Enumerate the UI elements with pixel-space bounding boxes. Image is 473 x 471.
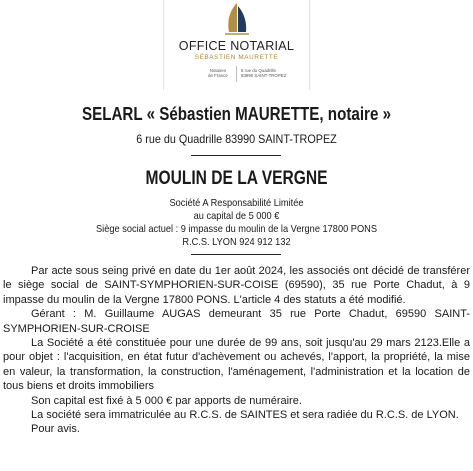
notary-heading: SELARL « Sébastien MAURETTE, notaire » xyxy=(81,103,392,124)
divider xyxy=(191,254,281,255)
notice-paragraph: La Société a été constituée pour une durée de 99 ans, soit jusqu'au 29 mars 2123.Elle a pour objet : l'acquisition, en état futur d'achèvement ou achevés, l'apport, la propriété, la mise en valeur, la transformation, la construction, l'aménagement, l'administration et la location de tous biens et droits immobiliers xyxy=(3,337,470,393)
logo-address-line: 83990 SAINT-TROPEZ xyxy=(241,73,287,78)
logo-separator xyxy=(236,66,237,82)
logo-address-line: 6 rue du Quadrille xyxy=(241,68,276,73)
company-info-line: au capital de 5 000 € xyxy=(193,210,280,222)
logo-title: OFFICE NOTARIAL xyxy=(178,39,295,53)
divider xyxy=(191,155,281,156)
notice-paragraph: Son capital est fixé à 5 000 € par apports de numéraire. xyxy=(31,394,302,407)
notice-paragraph: La société sera immatriculée au R.C.S. de SAINTES et sera radiée du R.C.S. de LYON. xyxy=(31,409,459,422)
logo-subtitle: SÉBASTIEN MAURETTE xyxy=(194,54,279,61)
notaires-mark xyxy=(208,68,228,78)
company-info-line: Société A Responsabilité Limitée xyxy=(169,197,304,209)
sailboat-logo-icon xyxy=(219,2,255,38)
notice-paragraph: Gérant : M. Guillaume AUGAS demeurant 35 rue Porte Chadut, 69590 SAINT-SYMPHORIEN-SUR-CROISE xyxy=(3,308,470,335)
notary-address: 6 rue du Quadrille 83990 SAINT-TROPEZ xyxy=(136,132,337,146)
notaires-mark-line: de France xyxy=(208,73,228,78)
company-info-line: Siège social actuel : 9 impasse du moulin de la Vergne 17800 PONS xyxy=(96,223,377,235)
notice-body xyxy=(3,264,470,437)
company-info-line: R.C.S. LYON 924 912 132 xyxy=(182,236,291,248)
office-logo xyxy=(163,0,310,90)
notice-paragraph: Par acte sous seing privé en date du 1er août 2024, les associés ont décidé de transférer le siège social de SAINT-SYMPHORIEN-SUR-COISE (69590), 35 rue Porte Chadut, à 9 impasse du moulin de la Vergne 17800 PONS. L'article 4 des statuts a été modifié. xyxy=(3,265,470,306)
notice-paragraph: Pour avis. xyxy=(31,423,80,436)
notaires-mark-line: Notaires xyxy=(209,68,227,73)
company-name: MOULIN DE LA VERGNE xyxy=(145,168,328,189)
logo-address xyxy=(241,68,286,78)
